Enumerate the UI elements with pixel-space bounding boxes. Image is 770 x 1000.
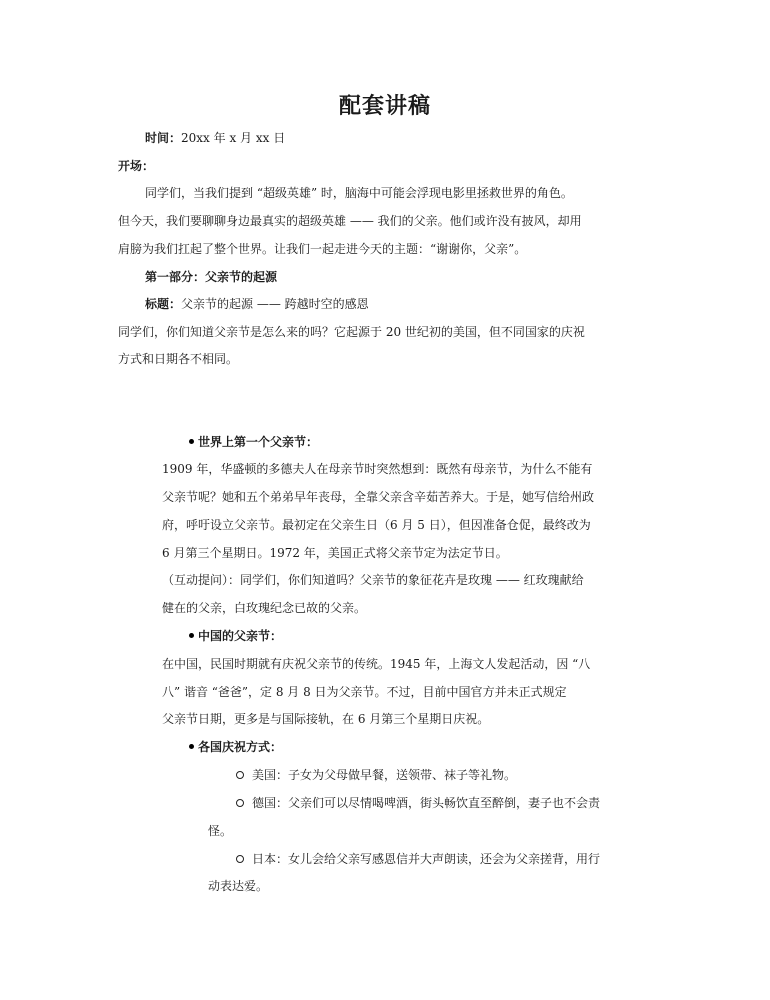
- section3-heading: [189, 739, 282, 755]
- list-item-text: 德国：父亲们可以尽情喝啤酒，街头畅饮直至醉倒，妻子也不会责: [252, 796, 601, 810]
- intro-line-1: 同学们，你们知道父亲节是怎么来的吗？它起源于 20 世纪初的美国，但不同国家的庆祝: [118, 325, 585, 339]
- list-item-japan-cont: 动表达爱。: [208, 879, 269, 893]
- subtitle-line: [145, 296, 369, 312]
- bullet-icon: [189, 439, 194, 444]
- time-value: 20xx 年 x 月 xx 日: [181, 131, 286, 145]
- opening-label: 开场：: [118, 159, 155, 173]
- list-item-germany: [236, 795, 600, 811]
- section1-line-6: 健在的父亲，白玫瑰纪念已故的父亲。: [162, 601, 367, 615]
- section2-heading-text: 中国的父亲节：: [198, 629, 283, 643]
- document-title: 配套讲稿: [338, 93, 431, 119]
- part1-heading: 第一部分：父亲节的起源: [145, 270, 278, 284]
- list-item-germany-cont: 怪。: [208, 824, 233, 838]
- subtitle-label: 标题：: [145, 297, 182, 311]
- section2-line-3: 父亲节日期，更多是与国际接轨，在 6 月第三个星期日庆祝。: [162, 712, 490, 726]
- bullet-icon: [189, 633, 194, 638]
- time-line: [145, 130, 285, 146]
- list-item-text: 美国：子女为父母做早餐，送领带、袜子等礼物。: [252, 768, 517, 782]
- section2-heading: [189, 628, 282, 644]
- circle-bullet-icon: [236, 855, 244, 863]
- section1-heading: [189, 434, 318, 450]
- list-item-usa: [236, 767, 516, 783]
- section1-line-5: （互动提问）：同学们，你们知道吗？父亲节的象征花卉是玫瑰 —— 红玫瑰献给: [162, 573, 584, 587]
- list-item-text: 日本：女儿会给父亲写感恩信并大声朗读，还会为父亲搓背，用行: [252, 852, 601, 866]
- section1-heading-text: 世界上第一个父亲节：: [198, 435, 319, 449]
- section2-line-1: 在中国，民国时期就有庆祝父亲节的传统。1945 年，上海文人发起活动，因 “八: [162, 657, 591, 671]
- section1-line-4: 6 月第三个星期日。1972 年，美国正式将父亲节定为法定节日。: [162, 546, 508, 560]
- section1-line-3: 府，呼吁设立父亲节。最初定在父亲生日（6 月 5 日），但因准备仓促，最终改为: [162, 518, 591, 532]
- intro-line-2: 方式和日期各不相同。: [118, 352, 239, 366]
- bullet-icon: [189, 744, 194, 749]
- time-label: 时间：: [145, 131, 182, 145]
- opening-line-3: 肩膀为我们扛起了整个世界。让我们一起走进今天的主题：“谢谢你，父亲”。: [118, 242, 527, 256]
- section1-line-2: 父亲节呢？她和五个弟弟早年丧母，全靠父亲含辛茹苦养大。于是，她写信给州政: [162, 490, 595, 504]
- opening-line-2: 但今天，我们要聊聊身边最真实的超级英雄 —— 我们的父亲。他们或许没有披风，却用: [118, 214, 582, 228]
- section2-line-2: 八” 谐音 “爸爸”，定 8 月 8 日为父亲节。不过，目前中国官方并未正式规定: [162, 685, 567, 699]
- circle-bullet-icon: [236, 771, 244, 779]
- list-item-japan: [236, 851, 600, 867]
- section3-heading-text: 各国庆祝方式：: [198, 740, 283, 754]
- subtitle-value: 父亲节的起源 —— 跨越时空的感恩: [181, 297, 369, 311]
- opening-line-1: 同学们，当我们提到 “超级英雄” 时，脑海中可能会浮现电影里拯救世界的角色。: [145, 186, 573, 200]
- section1-line-1: 1909 年，华盛顿的多德夫人在母亲节时突然想到：既然有母亲节，为什么不能有: [162, 462, 593, 476]
- circle-bullet-icon: [236, 799, 244, 807]
